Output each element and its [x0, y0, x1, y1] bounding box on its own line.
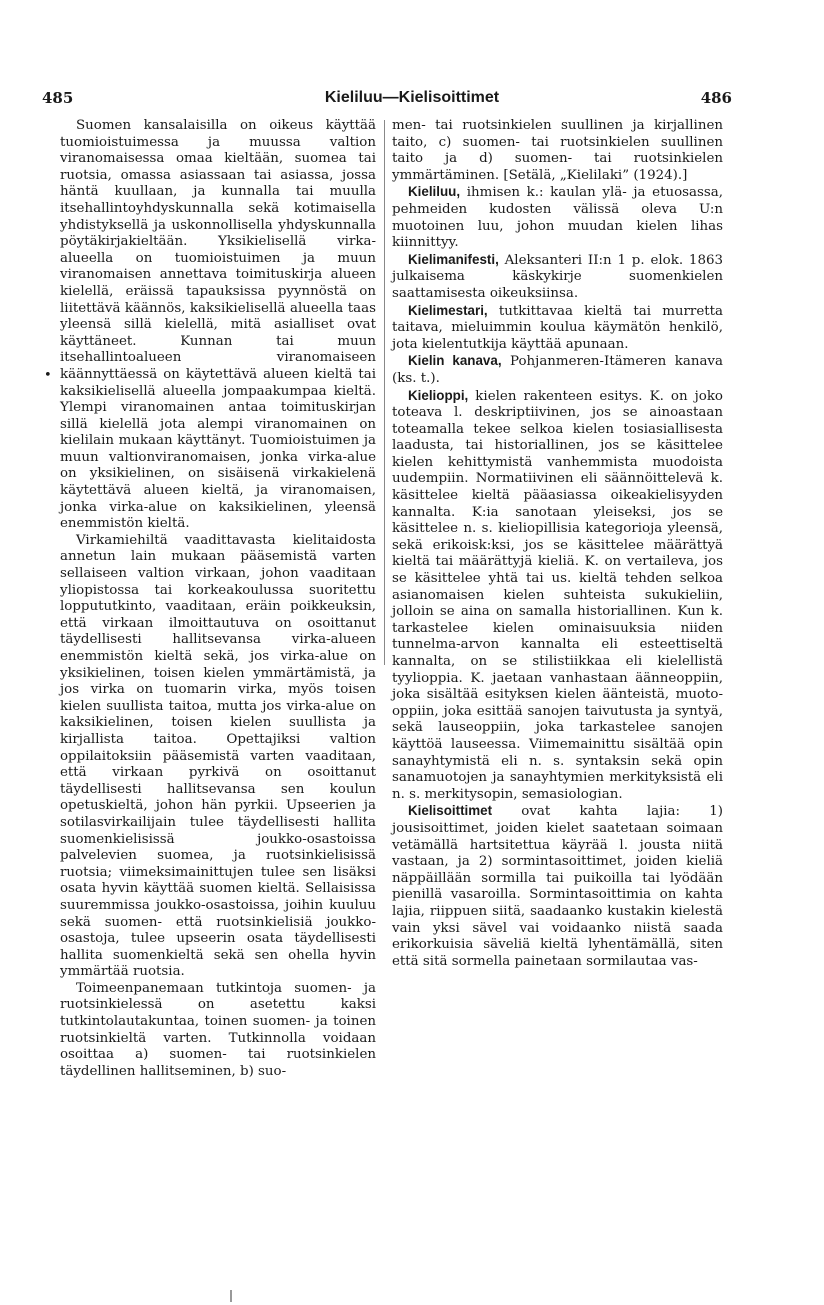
entry-headword: Kielin kanava,: [408, 353, 502, 369]
paragraph: Virkamiehiltä vaadittavasta kielitaidosta annetun lain mukaan pääsemistä varten sellaiseen valtion virkaan, johon vaaditaan yliopistossa tai korkeakoulussa suoritettu loppututkinto, vaaditaan, eräin poikkeuksin, että virkaan ilmoittautuva on osoittanut täydellisesti hallitsevansa virka-alueen enemmistön kieltä sekä, jos virka-alue on yksikielinen, toisen kielen ymmärtämistä, ja jos virka on tuomarin virka, myös toisen kielen suullista taitoa, mutta jos virka-alue on kaksikielinen, toisen kielen suullista ja kirjallista taitoa. Opettajiksi valtion oppilaitoksiin pääsemistä varten vaaditaan, että virkaan pyrkivä on osoittanut täydellisesti hallitsevansa sen koulun opetuskieltä, johon hän pyrkii. Upseerien ja sotilasvirkailijain tulee täydellisesti hallita suomenkielisissä joukko-osastoissa palvelevien suomea, ja ruotsinkielisissä ruotsia; viimeksimainittujen tulee sen lisäksi osata hyvin käyttää suomen kieltä. Sellaisissa suuremmissa joukko-osastoissa, joihin kuuluu sekä suomen- että ruotsinkielisiä joukko-osastoja, tulee upseerin osata täydellisesti hallita suomenkieltä sekä sen ohella hyvin ymmärtää ruotsia.: [60, 532, 376, 980]
entry-text: kielen rakenteen esitys. K. on joko toteava l. deskriptiivinen, jos se ainoastaan toteamalla tekee selkoa kielen tosiasiallisesta laadusta, tai historiallinen, jos se käsittelee kielen kehittymistä vanhemmista muodoista uudempiin. Normatiivinen eli säännöittelevä k. käsittelee kieltä pääasiassa oikeakielisyyden kannalta. K:ia sanotaan yleiseksi, jos se käsittelee n. s. kieliopillisia kategorioja yleensä, sekä erikoisk:ksi, jos se käsittelee määrättyä kieltä tai määrättyjä kieliä. K. on vertaileva, jos se käsittelee yhtä tai us. kieltä tehden selkoa asianomaisen kielen suhteista sukukieliin, jolloin se aina on samalla historiallinen. Kun k. tarkastelee kielen ominaisuuksia niiden tunnelma-arvon kannalta eli esteettiseltä kannalta, on se stilistiikkaa eli kielellistä tyylioppia. K. jaetaan vanhastaan äänneoppiin, joka sisältää esityksen kielen äänteistä, muoto-oppiin, joka esittää sanojen taivutusta ja syntyä, sekä lauseoppiin, joka tarkastelee sanojen käyttöä lauseessa. Viimemainittu sisältää opin sanayhtymistä eli n. s. syntaksin sekä opin sanamuotojen ja sanayhtymien merkityksistä eli n. s. merkitysopin, semasiologian.: [392, 388, 723, 802]
entry-kielimanifesti: [392, 252, 723, 303]
paragraph: Suomen kansalaisilla on oikeus käyttää tuomioistuimessa ja muussa valtion viranomaisessa omaa kieltään, suomea tai ruotsia, omassa asiassaan tai asiassa, jossa häntä kuullaan, ja kunnalla tai muulla itsehallintoyhdyskunnalla sekä kotimaisella yhdistyksellä ja uskonnollisella yhdyskunnalla pöytäkirjakieltään. Yksikielisellä virka-alueella on tuomioistuimen ja muun viranomaisen annettava toimituskirja alueen kielellä, eräissä tapauksissa pyynnöstä on liitettävä käännös, kaksikielisellä alueella taas yleensä sillä kielellä, mitä asialliset ovat käyttäneet. Kunnan tai muun itsehallintoalueen viranomaiseen käännyttäessä on käytettävä alueen kieltä tai kaksikielisellä alueella jompaakumpaa kieltä. Ylempi viranomainen antaa toimituskirjan sillä kielellä jota alempi viranomainen on kielilain mukaan käyttänyt. Tuomioistuimen ja muun valtionviranomaisen, jonka virka-alue on yksikielinen, on sisäisenä virkakielenä käytettävä alueen kieltä, ja viranomaisen, jonka virka-alue on kaksikielinen, yleensä enemmistön kieltä.: [60, 118, 376, 532]
running-title: Kieliluu—Kielisoittimet: [324, 89, 500, 106]
entry-kielisoittimet: [392, 803, 723, 970]
entry-kielioppi: [392, 388, 723, 804]
right-column: [392, 118, 723, 970]
page-number-left: 485: [42, 89, 74, 107]
entry-kielin-kanava: [392, 353, 723, 387]
left-column: [60, 118, 376, 1080]
page-header: [0, 89, 824, 115]
paragraph-continued: men- tai ruotsinkielen suullinen ja kirjallinen taito, c) suomen- tai ruotsinkielen suullinen taito ja d) suomen- tai ruotsinkielen ymmärtäminen. [Setälä, „Kielilaki” (1924).]: [392, 118, 723, 183]
entry-headword: Kielisoittimet: [408, 803, 493, 819]
entry-kieliluu: [392, 184, 723, 251]
entry-text: ovat kahta lajia: 1) jousisoittimet, joiden kielet saatetaan soimaan vetämällä hartsitettua käyrää l. jousta niitä vastaan, ja 2) sormintasoittimet, joiden kieliä näppäillään sormilla tai puikoilla tai lyödään pienillä vasaroilla. Sormintasoittimia on kahta lajia, riippuen siitä, saadaanko kustakin kielestä vain yksi sävel vai voidaanko niistä saada erikorkuisia säveliä kieltä lyhentämällä, siten että sitä sormella painetaan sormilautaa vas-: [392, 804, 723, 969]
margin-bullet: •: [44, 368, 52, 383]
page-number-right: 486: [700, 89, 732, 107]
paragraph: Toimeenpanemaan tutkintoja suomen- ja ruotsinkielessä on asetettu kaksi tutkintolautakuntaa, toinen suomen- ja toinen ruotsinkieltä varten. Tutkinnolla voidaan osoittaa a) suomen- tai ruotsinkielen täydellinen hallitseminen, b) suo-: [60, 980, 376, 1079]
entry-text: tutkittavaa kieltä tai murretta taitava, mieluimmin koulua käymätön henkilö, jota kielentutkija käyttää apunaan.: [392, 303, 723, 352]
entry-headword: Kielimestari,: [408, 302, 488, 318]
column-divider: [384, 120, 385, 665]
entry-headword: Kieliluu,: [408, 184, 461, 200]
entry-kielimestari: [392, 303, 723, 354]
entry-headword: Kielimanifesti,: [408, 251, 499, 267]
page-tick-mark: [230, 1290, 232, 1302]
entry-text: Pohjanmeren-Itämeren kanava (ks. t.).: [392, 354, 723, 386]
entry-text: ihmisen k.: kaulan ylä- ja etuosassa, pehmeiden kudosten välissä oleva U:n muotoinen luu, johon muudan kielen lihas kiinnittyy.: [392, 185, 723, 251]
entry-headword: Kielioppi,: [408, 387, 469, 403]
entry-text: Aleksanteri II:n 1 p. elok. 1863 julkaisema käskykirje suomenkielen saattamisesta oikeuksiinsa.: [392, 252, 723, 301]
